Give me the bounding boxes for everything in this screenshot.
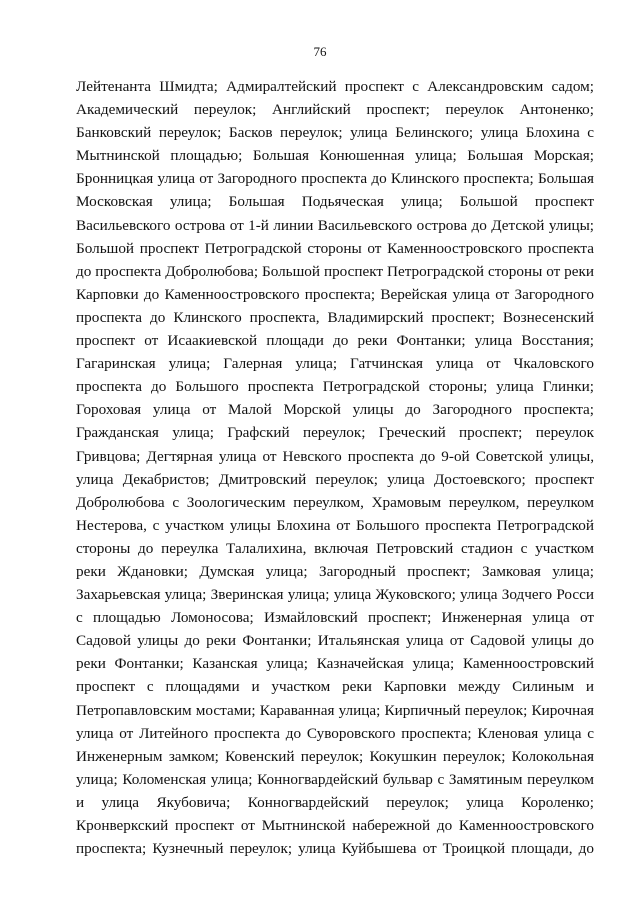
text-line: Банковский переулок; Басков переулок; улица Белинского; улица Блохина с — [76, 124, 594, 142]
text-line: проспекта до Большого проспекта Петроградской стороны; улица Глинки; — [76, 378, 594, 396]
page-number: 76 — [313, 44, 327, 59]
text-line: Нестерова, с участком улицы Блохина от Большого проспекта Петроградской — [76, 516, 594, 534]
text-line: реки Фонтанки; Казанская улица; Казначейская улица; Каменноостровский — [76, 655, 594, 673]
text-line: проспект с площадями и участком реки Карповки между Силиным и — [76, 678, 594, 696]
text-line: Гороховая улица от Малой Морской улицы до Загородного проспекта; — [76, 401, 594, 419]
text-line: Захарьевская улица; Зверинская улица; улица Жуковского; улица Зодчего Росси — [76, 586, 594, 604]
text-line: Гривцова; Дегтярная улица от Невского проспекта до 9-ой Советской улицы, — [76, 447, 594, 465]
text-line: Добролюбова с Зоологическим переулком, Храмовым переулком, переулком — [76, 493, 594, 511]
text-line: улица Декабристов; Дмитровский переулок; улица Достоевского; проспект — [76, 470, 594, 488]
text-line: улица от Литейного проспекта до Суворовского проспекта; Кленовая улица с — [76, 724, 594, 742]
text-line: Гражданская улица; Графский переулок; Греческий проспект; переулок — [76, 424, 594, 442]
text-line: Большой проспект Петроградской стороны от Каменноостровского проспекта — [76, 239, 594, 257]
text-line: Инженерным замком; Ковенский переулок; Кокушкин переулок; Колокольная — [76, 747, 594, 765]
text-line: Садовой улицы до реки Фонтанки; Итальянская улица от Садовой улицы до — [76, 632, 594, 650]
text-line: Петропавловским мостами; Караванная улица; Кирпичный переулок; Кирочная — [76, 701, 594, 719]
text-line: с площадью Ломоносова; Измайловский проспект; Инженерная улица от — [76, 609, 594, 627]
text-line: реки Ждановки; Думская улица; Загородный проспект; Замковая улица; — [76, 562, 594, 580]
text-line: Московская улица; Большая Подьяческая улица; Большой проспект — [76, 193, 594, 211]
body-text — [76, 75, 594, 860]
text-line: Васильевского острова от 1-й линии Васильевского острова до Детской улицы; — [76, 216, 594, 234]
text-line: Лейтенанта Шмидта; Адмиралтейский проспект с Александровским садом; — [76, 78, 594, 95]
text-line: Гагаринская улица; Галерная улица; Гатчинская улица от Чкаловского — [76, 355, 594, 373]
text-line: Кронверкский проспект от Мытнинской набережной до Каменноостровского — [76, 817, 594, 834]
text-line: Бронницкая улица от Загородного проспекта до Клинского проспекта; Большая — [76, 170, 594, 188]
text-line: проспект от Исаакиевской площади до реки Фонтанки; улица Восстания; — [76, 332, 594, 350]
text-line: Карповки до Каменноостровского проспекта; Верейская улица от Загородного — [76, 285, 594, 303]
text-line: стороны до переулка Талалихина, включая Петровский стадион с участком — [76, 539, 594, 557]
text-line: проспекта; Кузнечный переулок; улица Куйбышева от Троицкой площади, до — [76, 840, 594, 858]
text-line: Академический переулок; Английский проспект; переулок Антоненко; — [76, 101, 594, 119]
text-line: и улица Якубовича; Конногвардейский переулок; улица Короленко; — [76, 793, 594, 811]
text-line: Мытнинской площадью; Большая Конюшенная улица; Большая Морская; — [76, 147, 594, 165]
text-line: до проспекта Добролюбова; Большой проспект Петроградской стороны от реки — [76, 262, 594, 280]
text-line: проспекта до Клинского проспекта, Владимирский проспект; Вознесенский — [76, 308, 594, 326]
text-line: улица; Коломенская улица; Конногвардейский бульвар с Замятиным переулком — [76, 770, 594, 788]
